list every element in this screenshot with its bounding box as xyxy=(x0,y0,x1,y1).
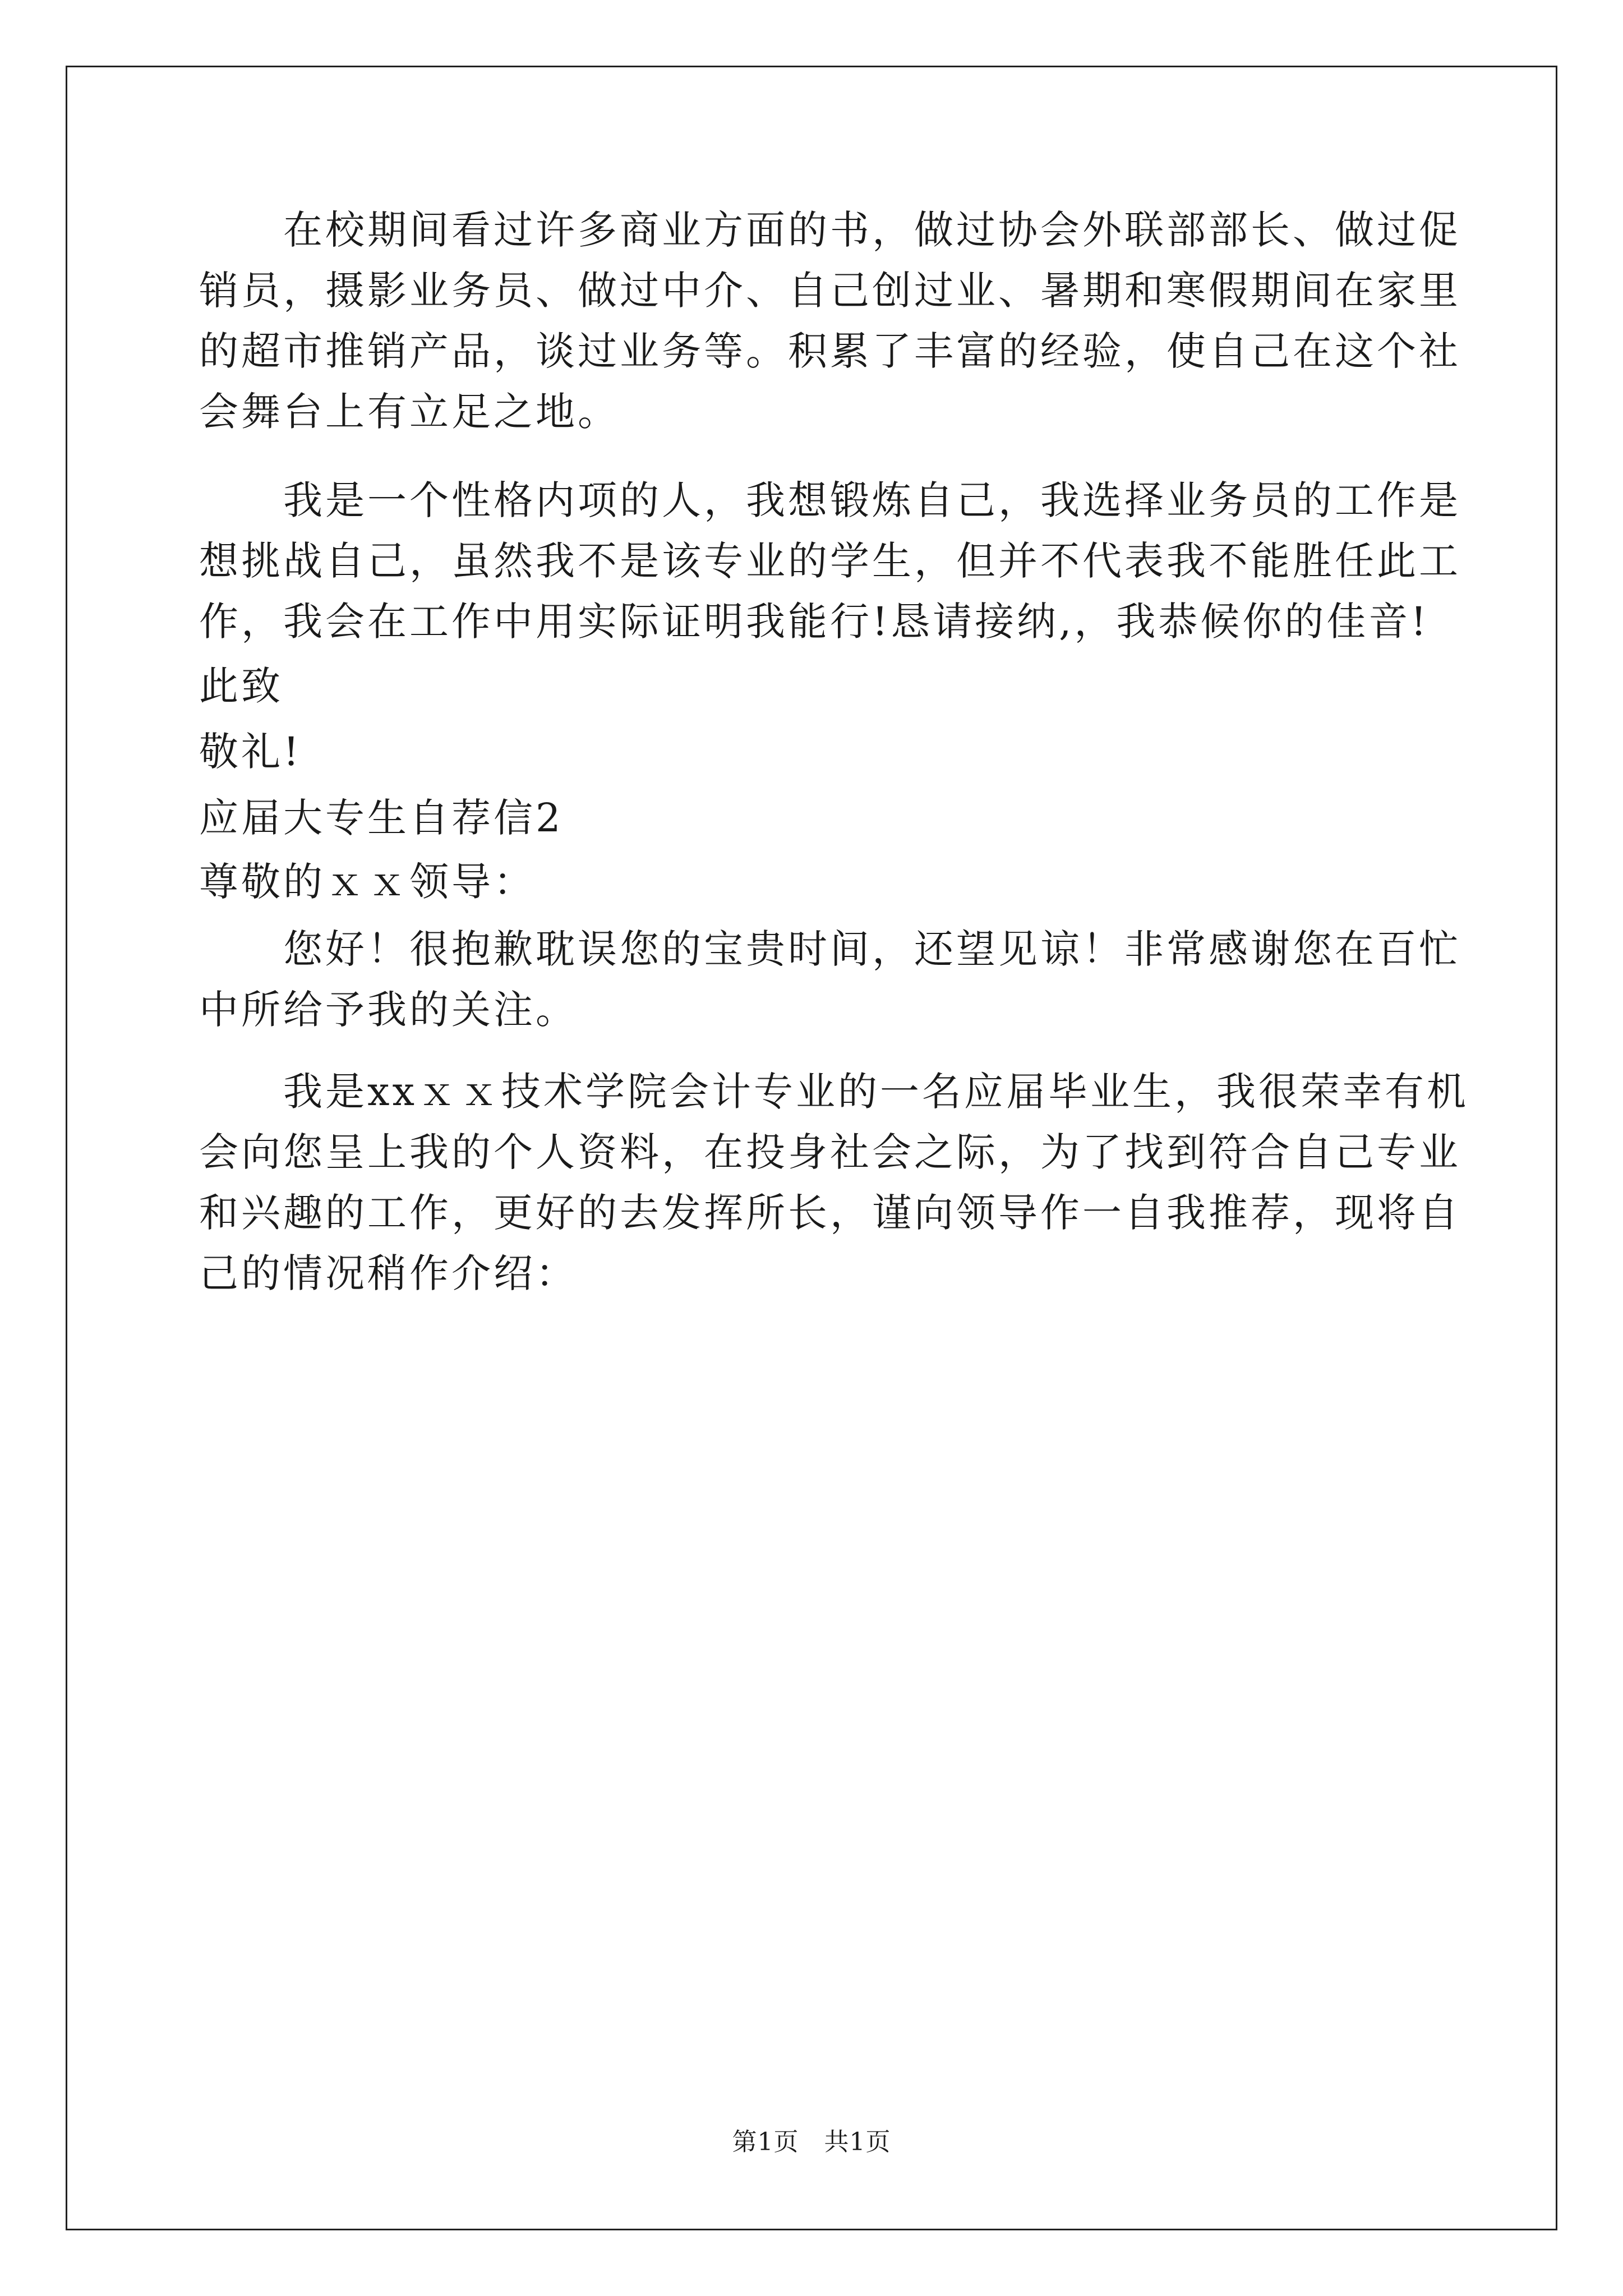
paragraph-line: 会向您呈上我的个人资料，在投身社会之际，为了找到符合自己专业 xyxy=(199,1129,1461,1175)
paragraph-line: 会舞台上有立足之地。 xyxy=(199,389,620,435)
paragraph-line: 想挑战自己，虽然我不是该专业的学生，但并不代表我不能胜任此工 xyxy=(199,538,1461,584)
closing-line: 此致 xyxy=(199,663,283,709)
paragraph-line: 和兴趣的工作，更好的去发挥所长，谨向领导作一自我推荐，现将自 xyxy=(199,1190,1461,1236)
paragraph-line: 您好！很抱歉耽误您的宝贵时间，还望见谅！非常感谢您在百忙 xyxy=(283,926,1461,972)
salutation: 尊敬的ｘｘ领导： xyxy=(199,859,536,905)
paragraph-line: 的超市推销产品，谈过业务等。积累了丰富的经验，使自己在这个社 xyxy=(199,328,1461,374)
page-number-footer: 第1页 共1页 xyxy=(732,2128,891,2156)
closing-line: 敬礼! xyxy=(199,729,302,775)
paragraph-line: 我是一个性格内项的人，我想锻炼自己，我选择业务员的工作是 xyxy=(283,477,1461,523)
paragraph-line: 作，我会在工作中用实际证明我能行!恳请接纳,，我恭候你的佳音! xyxy=(199,599,1430,645)
paragraph-line: 己的情况稍作介绍： xyxy=(199,1250,578,1296)
paragraph-line: 中所给予我的关注。 xyxy=(199,987,578,1033)
paragraph-line: 我是xxｘｘ技术学院会计专业的一名应届毕业生，我很荣幸有机 xyxy=(283,1069,1469,1115)
paragraph-line: 在校期间看过许多商业方面的书，做过协会外联部部长、做过促 xyxy=(283,207,1461,253)
paragraph-line: 销员，摄影业务员、做过中介、自己创过业、暑期和寒假期间在家里 xyxy=(199,268,1461,314)
section-heading: 应届大专生自荐信2 xyxy=(199,795,564,841)
